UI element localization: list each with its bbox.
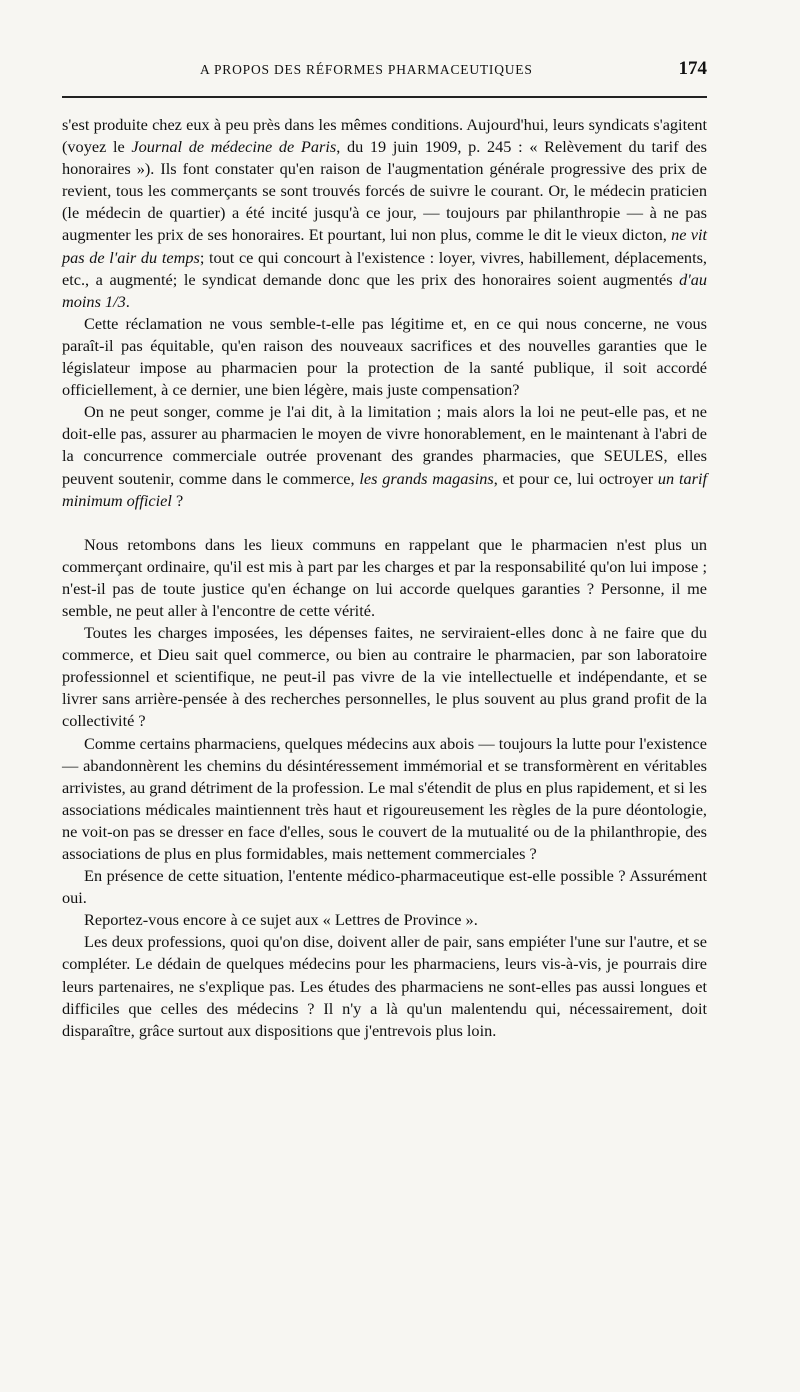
paragraph	[62, 401, 707, 511]
text-run: Les deux professions, quoi qu'on dise, doivent aller de pair, sans empiéter l'une sur l'autre, et se compléter. Le dédain de quelques médecins pour les pharmaciens, leurs vis-à-vis, je pourrais dire leurs partenaires, ne s'explique pas. Les études des pharmaciens ne sont-elles pas aussi longues et difficiles que celles des médecins ? Il n'y a là qu'un malentendu qui, nécessairement, doit disparaître, grâce surtout aux dispositions que j'entrevois plus loin.	[62, 932, 707, 1040]
paragraph	[62, 622, 707, 732]
text-run: Reportez-vous encore à ce sujet aux « Lettres de Province ».	[84, 910, 478, 930]
text-run: ?	[171, 490, 184, 510]
text-run: En présence de cette situation, l'entente médico-pharmaceutique est-elle possible ? Assurément oui.	[62, 866, 707, 908]
text-run: On ne peut songer, comme je l'ai dit, à la limitation ; mais alors la loi ne peut-elle pas, et ne doit-elle pas, assurer au pharmacien le moyen de vivre honorablement, en le maintenant à l'abri de la concurrence commerciale outrée provenant des grandes pharmacies, que SEULES, elles peuvent soutenir, comme dans le commerce,	[62, 402, 707, 488]
header-rule	[62, 96, 707, 98]
paragraph	[62, 534, 707, 622]
body-text	[62, 114, 707, 1042]
paragraph	[62, 931, 707, 1041]
text-run: Comme certains pharmaciens, quelques médecins aux abois — toujours la lutte pour l'existence — abandonnèrent les chemins du désintéressement immémorial et se transformèrent en véritables arrivistes, au grand détriment de la profession. Le mal s'étendit de plus en plus rapidement, et si les associations médicales maintiennent très haut et rigoureusement les règles de la pure déontologie, ne voit-on pas se dresser en face d'elles, sous le couvert de la mutualité ou de la philanthropie, des associations de plus en plus formidables, mais nettement commerciales ?	[62, 733, 707, 863]
text-run: Nous retombons dans les lieux communs en rappelant que le pharmacien n'est plus un commerçant ordinaire, qu'il est mis à part par les charges et par la responsabilité qu'on lui impose ; n'est-il pas de toute justice qu'en échange on lui accorde quelques garanties ? Personne, il me semble, ne peut aller à l'encontre de cette vérité.	[62, 534, 707, 620]
text-run: , et pour ce, lui octroyer	[493, 468, 658, 488]
text-run: ; tout ce qui concourt à l'existence : loyer, vivres, habillement, déplacements, etc., a augmenté; le syndicat demande donc que les prix des honoraires soient augmentés	[62, 247, 707, 289]
text-run: .	[125, 291, 130, 311]
italic-text: un tarif minimum officiel	[62, 468, 707, 510]
italic-text: ne vit pas de l'air du temps	[62, 225, 708, 267]
paragraph	[62, 909, 707, 931]
italic-text: les grands magasins	[359, 468, 494, 488]
page-number: 174	[678, 58, 707, 79]
italic-text: Journal de médecine de Paris	[131, 137, 337, 157]
page-header	[62, 58, 707, 84]
paragraph	[62, 865, 707, 909]
paragraph	[62, 733, 707, 866]
text-run: s'est produite chez eux à peu près dans les mêmes conditions. Aujourd'hui, leurs syndicats s'agitent (voyez le	[62, 115, 707, 157]
text-run: Toutes les charges imposées, les dépenses faites, ne serviraient-elles donc à ne faire que du commerce, et Dieu sait quel commerce, ou bien au contraire le pharmacien, par son laboratoire professionnel et scientifique, ne peut-il pas vivre de la vie intellectuelle et indépendante, et se livrer sans arrière-pensée à des recherches personnelles, le plus souvent au plus grand profit de la collectivité ?	[62, 623, 707, 731]
text-run: Cette réclamation ne vous semble-t-elle pas légitime et, en ce qui nous concerne, ne vous paraît-il pas équitable, qu'en raison des nouveaux sacrifices et des nouvelles garanties que le législateur impose au pharmacien pour la protection de la santé publique, il soit accordé officiellement, à ce dernier, une bien légère, mais juste compensation?	[62, 313, 707, 400]
running-title: A PROPOS DES RÉFORMES PHARMACEUTIQUES	[200, 62, 533, 77]
text-run: , du 19 juin 1909, p. 245 : « Relèvement du tarif des honoraires »). Ils font constater qu'en raison de l'augmentation générale progressive des prix de revient, tous les commerçants se sont trouvés forcés de suivre le courant. Or, le médecin praticien (le médecin de quartier) a été incité jusqu'à ce jour, — toujours par philanthropie — à ne pas augmenter les prix de ses honoraires. Et pourtant, lui non plus, comme le dit le vieux dicton,	[62, 137, 707, 245]
paragraph	[62, 313, 707, 401]
italic-text: d'au moins 1/3	[62, 269, 707, 311]
paragraph	[62, 114, 707, 313]
